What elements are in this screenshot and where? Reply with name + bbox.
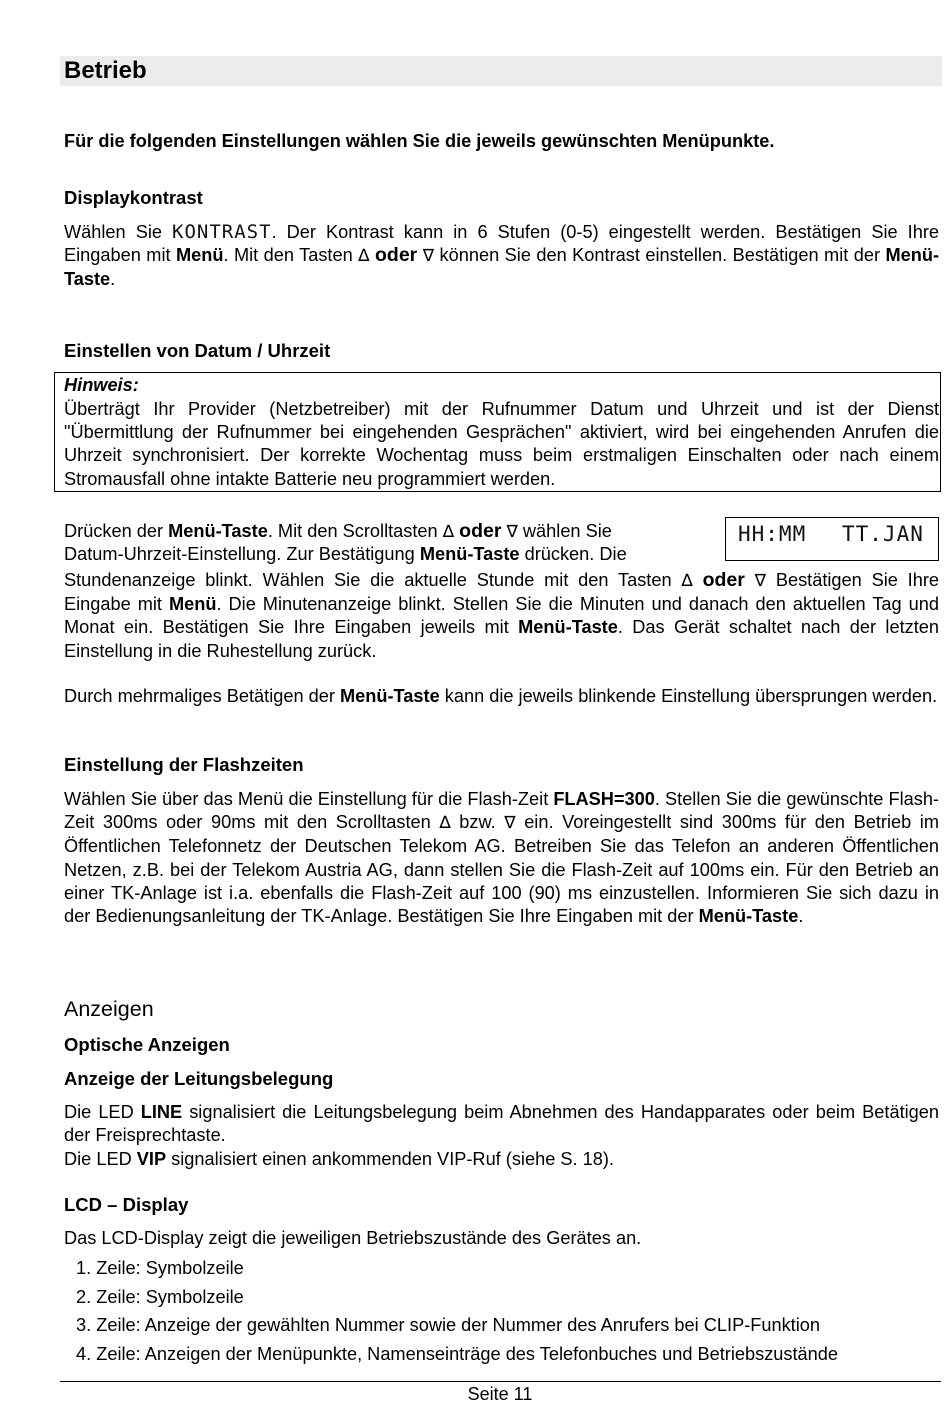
datum-heading: Einstellen von Datum / Uhrzeit [64,340,331,361]
leitung-heading: Anzeige der Leitungsbelegung [64,1068,334,1089]
led-line-paragraph: Die LED LINE signalisiert die Leitungsbelegung beim Abnehmen des Handapparates oder beim Betätigen der Freisprechtaste. [64,1102,940,1146]
down-arrow-icon: ∇ [754,571,767,591]
list-item: 2. Zeile: Symbolzeile [76,1286,244,1307]
footer-rule [60,1381,941,1382]
list-item: 4. Zeile: Anzeigen der Menüpunkte, Namenseinträge des Telefonbuches und Betriebszustände [76,1344,839,1365]
skip-paragraph: Durch mehrmaliges Betätigen der Menü-Taste kann die jeweils blinkende Einstellung übersprungen werden. [64,686,938,706]
datum-line-2: Datum-Uhrzeit-Einstellung. Zur Bestätigung Menü-Taste drücken. Die [64,544,627,564]
list-item: 3. Zeile: Anzeige der gewählten Nummer sowie der Nummer des Anrufers bei CLIP-Funktion [76,1315,821,1336]
intro-text: Für die folgenden Einstellungen wählen Sie die jeweils gewünschten Menüpunkte. [64,131,775,151]
down-arrow-icon: ∇ [504,813,516,834]
section-header-bar [60,56,942,86]
optische-anzeigen-heading: Optische Anzeigen [64,1034,230,1055]
up-arrow-icon: ∆ [358,246,370,267]
up-arrow-icon: ∆ [681,571,693,591]
flash-heading: Einstellung der Flashzeiten [64,754,304,775]
lcd-intro: Das LCD-Display zeigt die jeweiligen Betriebszustände des Gerätes an. [64,1228,642,1248]
section-title: Betrieb [64,57,147,84]
down-arrow-icon: ∇ [506,522,518,542]
flash-paragraph: Wählen Sie über das Menü die Einstellung für die Flash-Zeit FLASH=300. Stellen Sie die gewünschte Flash-Zeit 300ms oder 90ms mit den Scrolltasten ∆ bzw. ∇ ein. Voreingestellt sind 300ms für den Betrieb im Öffentlichen Telefonnetz der Deutschen Telekom AG. Betreiben Sie das Telefon an anderen Öffentlichen Netzen, z.B. bei der Telekom Austria AG, dann stellen Sie die Flash-Zeit auf 100ms ein. Für den Betrieb an einer TK-Anlage ist i.a. ebenfalls die Flash-Zeit auf 100 (90) ms einzustellen. Informieren Sie sich dazu in der Bedienungsanleitung der TK-Anlage. Bestätigen Sie Ihre Eingaben mit der Menü-Taste. [64,789,939,927]
note-text: Überträgt Ihr Provider (Netzbetreiber) mit der Rufnummer Datum und Uhrzeit und ist der Dienst "Übermittlung der Rufnummer bei eingehenden Gesprächen" aktiviert, wird bei eingehenden Anrufen die Uhrzeit synchronisiert. Der korrekte Wochentag muss beim erstmaligen Einschalten oder nach einem Stromausfall ohne intakte Batterie neu programmiert werden. [64,399,939,489]
led-vip-paragraph: Die LED VIP signalisiert einen ankommenden VIP-Ruf (siehe S. 18). [64,1149,614,1169]
datum-line-1: Drücken der Menü-Taste. Mit den Scrolltasten ∆ oder ∇ wählen Sie [64,520,612,542]
down-arrow-icon: ∇ [422,246,435,267]
lcd-text-kontrast: KONTRAST [172,221,272,243]
note-title: Hinweis: [64,375,139,395]
lcd-display-heading: LCD – Display [64,1194,189,1215]
lcd-line-list [76,1257,946,1372]
kontrast-heading: Displaykontrast [64,187,203,208]
up-arrow-icon: ∆ [442,522,455,542]
anzeigen-heading: Anzeigen [64,997,154,1021]
kontrast-paragraph: Wählen Sie KONTRAST. Der Kontrast kann in 6 Stufen (0-5) eingestellt werden. Bestätigen Sie Ihre Eingaben mit Menü. Mit den Tasten ∆ oder ∇ können Sie den Kontrast einstellen. Bestätigen mit der Menü-Taste. [64,221,940,290]
list-item: 1. Zeile: Symbolzeile [76,1258,244,1278]
lcd-date: TT.JAN [842,522,924,546]
datum-paragraph: Stundenanzeige blinkt. Wählen Sie die aktuelle Stunde mit den Tasten ∆ oder ∇ Bestätigen Sie Ihre Eingabe mit Menü. Die Minutenanzeige blinkt. Stellen Sie die Minuten und danach den aktuellen Tag und Monat ein. Bestätigen Sie Ihre Eingaben jeweils mit Menü-Taste. Das Gerät schaltet nach der letzten Einstellung in die Ruhestellung zurück. [64,569,940,661]
lcd-time: HH:MM [738,522,807,546]
up-arrow-icon: ∆ [439,813,451,834]
page-number: Seite 11 [467,1384,533,1404]
